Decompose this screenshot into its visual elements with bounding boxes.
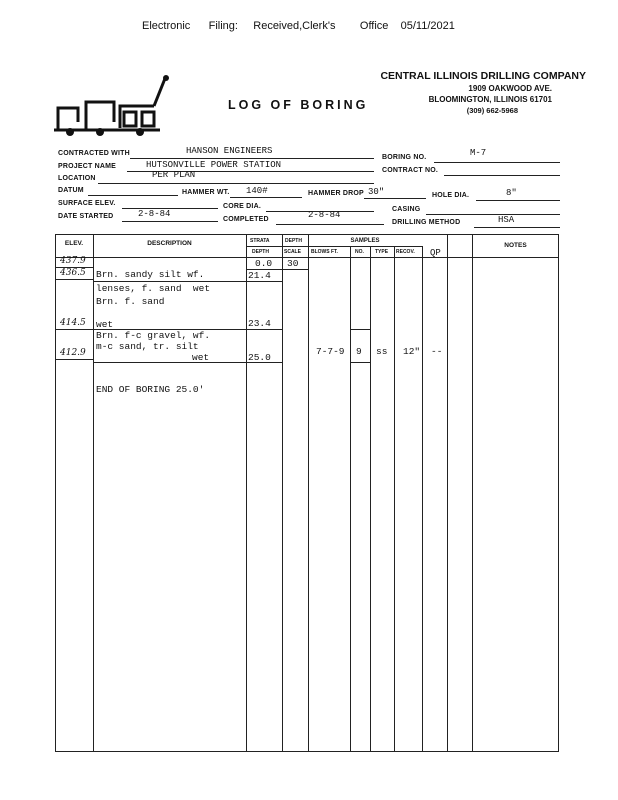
location-label: LOCATION bbox=[58, 175, 96, 182]
casing-label: CASING bbox=[392, 206, 421, 213]
core-dia-label: CORE DIA. bbox=[223, 203, 261, 210]
description-line-2: lenses, f. sand wet bbox=[96, 283, 211, 294]
completed-label: COMPLETED bbox=[223, 216, 269, 223]
end-of-boring-note: END OF BORING 25.0' bbox=[96, 384, 205, 395]
company-logo bbox=[50, 72, 170, 138]
location-value: PER PLAN bbox=[152, 170, 196, 180]
description-line-7: wet bbox=[192, 352, 210, 363]
notes-header: NOTES bbox=[504, 242, 527, 249]
elevation-3: 414.5 bbox=[60, 318, 86, 328]
boring-no-label: BORING NO. bbox=[382, 154, 427, 161]
drilling-method-value: HSA bbox=[498, 215, 515, 225]
surface-elev-label: SURFACE ELEV. bbox=[58, 200, 116, 207]
samples-header: SAMPLES bbox=[350, 238, 380, 244]
date-started-value: 2-8-84 bbox=[138, 209, 171, 219]
drilling-method-label: DRILLING METHOD bbox=[392, 219, 461, 226]
contracted-with-label: CONTRACTED WITH bbox=[58, 150, 130, 157]
strata-depth-1: 0.0 bbox=[255, 258, 273, 269]
depth-scale-value: 30 bbox=[287, 258, 299, 269]
elevation-4: 412.9 bbox=[60, 348, 86, 358]
log-of-boring-title: LOG OF BORING bbox=[228, 98, 369, 112]
blows-ft-header: BLOWS FT. bbox=[311, 249, 338, 255]
completed-value: 2-8-84 bbox=[308, 210, 341, 220]
boring-log-table bbox=[55, 234, 559, 752]
hole-dia-label: HOLE DIA. bbox=[432, 192, 470, 199]
contracted-with-value: HANSON ENGINEERS bbox=[186, 146, 273, 156]
project-name-label: PROJECT NAME bbox=[58, 163, 117, 170]
sample-recov: 12" bbox=[403, 346, 421, 357]
sample-dash: -- bbox=[431, 346, 443, 357]
filing-stamp: Electronic Filing: Received,Clerk's Office 05/11/2021 bbox=[142, 20, 455, 32]
sample-no: 9 bbox=[356, 346, 362, 357]
type-header: TYPE bbox=[375, 249, 389, 255]
hammer-drop-label: HAMMER DROP bbox=[308, 190, 364, 197]
description-line-1: Brn. sandy silt wf. bbox=[96, 269, 205, 280]
date-started-label: DATE STARTED bbox=[58, 213, 114, 220]
elevation-2: 436.5 bbox=[60, 268, 86, 278]
company-name: CENTRAL ILLINOIS DRILLING COMPANY bbox=[380, 70, 586, 82]
no-header: NO. bbox=[355, 249, 364, 255]
qp-note: QP bbox=[430, 248, 441, 258]
strata-depth-4: 25.0 bbox=[248, 352, 271, 363]
sample-blows: 7-7-9 bbox=[316, 346, 345, 357]
depth-scale-header-bottom: SCALE bbox=[284, 249, 301, 255]
elevation-1: 437.9 bbox=[60, 256, 86, 266]
sample-type: ss bbox=[376, 346, 388, 357]
company-address: 1909 OAKWOOD AVE. bbox=[468, 84, 552, 93]
strata-header-bottom: DEPTH bbox=[252, 249, 269, 255]
company-phone: (309) 662-5968 bbox=[466, 106, 518, 115]
datum-label: DATUM bbox=[58, 187, 84, 194]
hammer-wt-value: 140# bbox=[246, 186, 268, 196]
project-name-value: HUTSONVILLE POWER STATION bbox=[146, 160, 282, 170]
boring-no-value: M-7 bbox=[470, 148, 487, 158]
recov-header: RECOV. bbox=[396, 249, 415, 255]
hole-dia-value: 8" bbox=[506, 188, 517, 198]
strata-depth-2: 21.4 bbox=[248, 270, 271, 281]
contract-no-label: CONTRACT NO. bbox=[382, 167, 439, 174]
elev-header: ELEV. bbox=[64, 240, 84, 247]
description-header: DESCRIPTION bbox=[147, 240, 192, 247]
company-city: BLOOMINGTON, ILLINOIS 61701 bbox=[428, 95, 552, 104]
description-line-6: m-c sand, tr. silt bbox=[96, 341, 199, 352]
description-line-3: Brn. f. sand bbox=[96, 296, 165, 307]
depth-scale-header-top: DEPTH bbox=[285, 238, 302, 244]
hammer-wt-label: HAMMER WT. bbox=[182, 189, 230, 196]
hammer-drop-value: 30" bbox=[368, 187, 385, 197]
description-line-4: wet bbox=[96, 319, 114, 330]
description-line-5: Brn. f-c gravel, wf. bbox=[96, 330, 211, 341]
strata-depth-3: 23.4 bbox=[248, 318, 271, 329]
strata-header-top: STRATA bbox=[250, 238, 270, 244]
